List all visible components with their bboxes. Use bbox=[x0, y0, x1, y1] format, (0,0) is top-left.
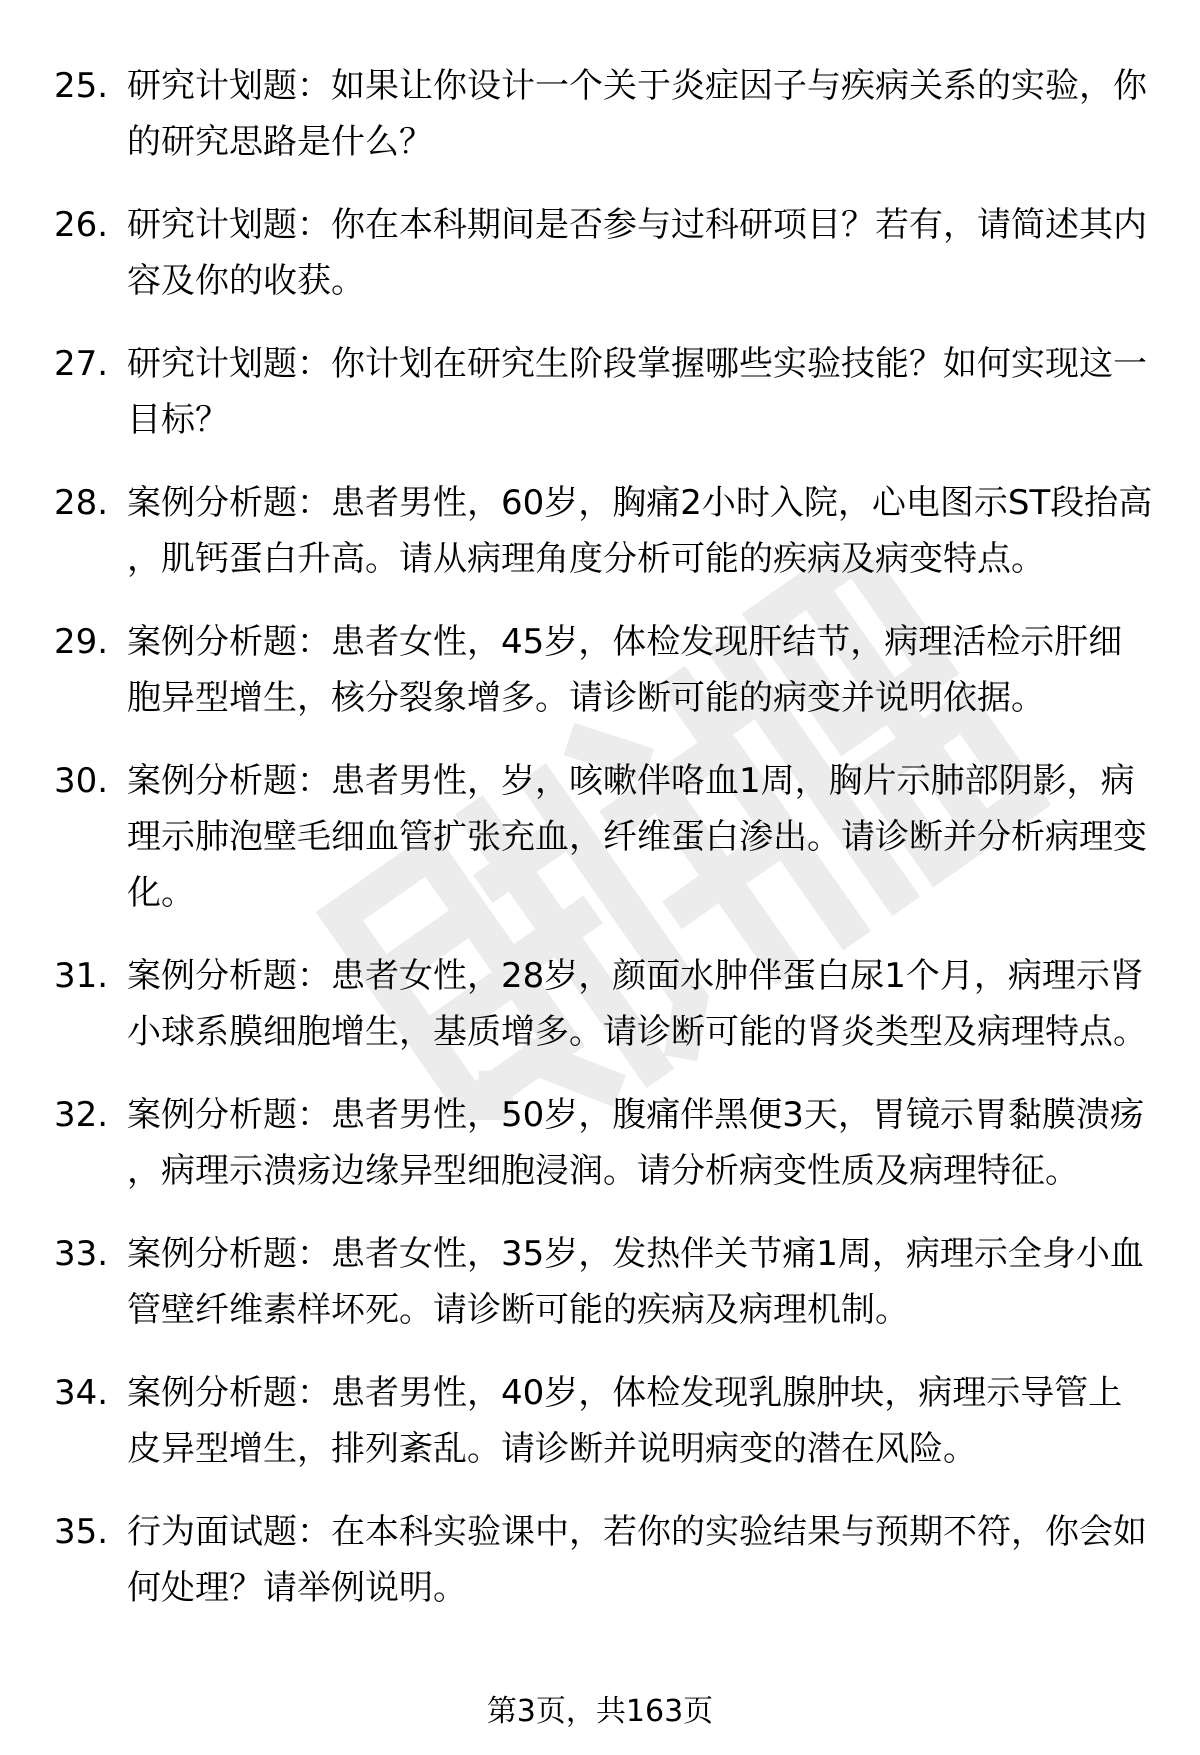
question-item bbox=[54, 1504, 1154, 1616]
question-number: 35. bbox=[54, 1512, 109, 1552]
question-text: 案例分析题：患者男性，岁，咳嗽伴咯血1周，胸片示肺部阴影，病理示肺泡壁毛细血管扩张充血，纤维蛋白渗出。请诊断并分析病理变化。 bbox=[127, 761, 1147, 913]
question-number: 28. bbox=[54, 483, 109, 523]
question-text: 案例分析题：患者女性，35岁，发热伴关节痛1周，病理示全身小血管壁纤维素样坏死。请诊断可能的疾病及病理机制。 bbox=[127, 1234, 1144, 1330]
question-text: 案例分析题：患者女性，45岁，体检发现肝结节，病理活检示肝细胞异型增生，核分裂象增多。请诊断可能的病变并说明依据。 bbox=[127, 622, 1123, 718]
question-number: 31. bbox=[54, 956, 109, 996]
question-text: 案例分析题：患者男性，40岁，体检发现乳腺肿块，病理示导管上皮异型增生，排列紊乱。请诊断并说明病变的潜在风险。 bbox=[127, 1373, 1123, 1469]
question-item bbox=[54, 197, 1154, 309]
question-text: 研究计划题：你在本科期间是否参与过科研项目？若有，请简述其内容及你的收获。 bbox=[127, 205, 1147, 301]
question-item bbox=[54, 336, 1154, 448]
question-list bbox=[54, 58, 1154, 1643]
question-item bbox=[54, 614, 1154, 726]
question-text: 行为面试题：在本科实验课中，若你的实验结果与预期不符，你会如何处理？请举例说明。 bbox=[127, 1512, 1147, 1608]
question-number: 32. bbox=[54, 1095, 109, 1135]
question-number: 30. bbox=[54, 761, 109, 801]
question-number: 25. bbox=[54, 66, 109, 106]
question-item bbox=[54, 1087, 1154, 1199]
question-text: 案例分析题：患者男性，50岁，腹痛伴黑便3天，胃镜示胃黏膜溃疡，病理示溃疡边缘异型细胞浸润。请分析病变性质及病理特征。 bbox=[127, 1095, 1144, 1191]
question-item bbox=[54, 475, 1154, 587]
question-number: 29. bbox=[54, 622, 109, 662]
question-item bbox=[54, 948, 1154, 1060]
question-item bbox=[54, 58, 1154, 170]
question-text: 研究计划题：你计划在研究生阶段掌握哪些实验技能？如何实现这一目标？ bbox=[127, 344, 1147, 440]
question-number: 34. bbox=[54, 1373, 109, 1413]
question-item bbox=[54, 1365, 1154, 1477]
question-item bbox=[54, 753, 1154, 921]
question-text: 案例分析题：患者男性，60岁，胸痛2小时入院，心电图示ST段抬高，肌钙蛋白升高。请从病理角度分析可能的疾病及病变特点。 bbox=[127, 483, 1153, 579]
question-number: 27. bbox=[54, 344, 109, 384]
question-text: 研究计划题：如果让你设计一个关于炎症因子与疾病关系的实验，你的研究思路是什么？ bbox=[127, 66, 1147, 162]
page-footer: 第3页，共163页 bbox=[486, 1694, 714, 1729]
question-item bbox=[54, 1226, 1154, 1338]
question-text: 案例分析题：患者女性，28岁，颜面水肿伴蛋白尿1个月，病理示肾小球系膜细胞增生，基质增多。请诊断可能的肾炎类型及病理特点。 bbox=[127, 956, 1147, 1052]
question-number: 33. bbox=[54, 1234, 109, 1274]
question-number: 26. bbox=[54, 205, 109, 245]
